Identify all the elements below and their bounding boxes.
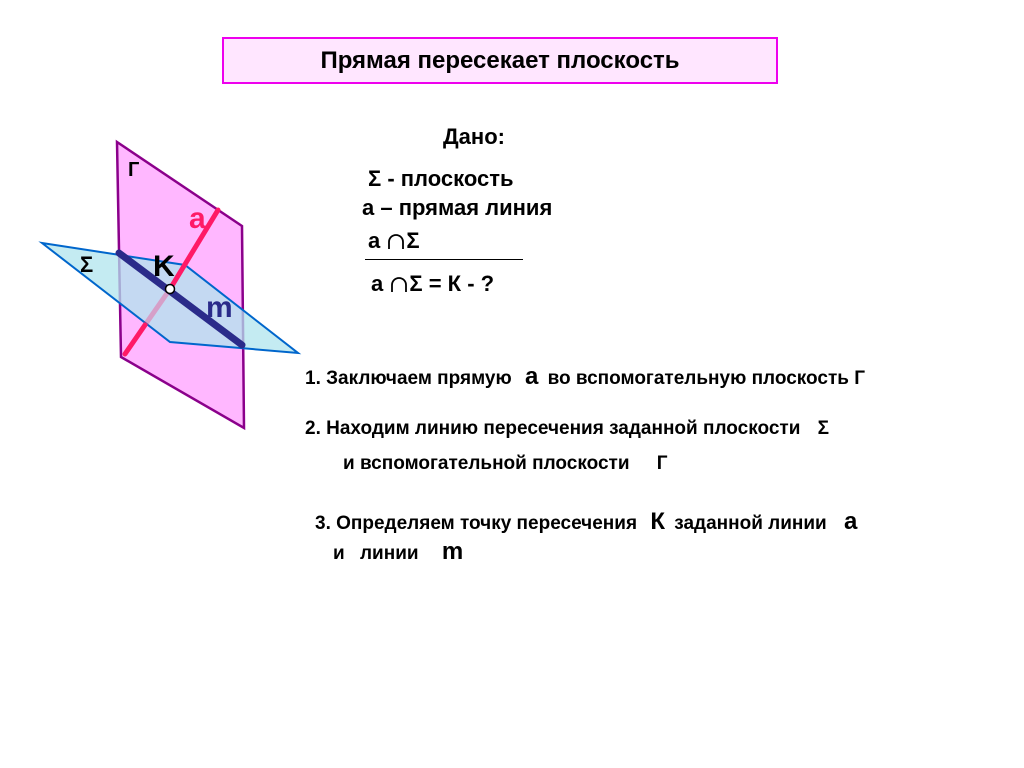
given-line-1: Σ - плоскость	[368, 166, 514, 191]
label-line-m: m	[206, 291, 233, 324]
step-1-suffix: во вспомогательную плоскость Г	[547, 368, 866, 389]
step-2-line-2	[343, 453, 668, 475]
given-conclusion	[371, 271, 494, 297]
step-2-var-gamma: Г	[656, 453, 668, 474]
step-3-line-2	[333, 538, 463, 566]
given-divider	[365, 259, 523, 260]
intersection-icon	[386, 233, 406, 251]
step-3-var-k: К	[650, 508, 665, 535]
page-title: Прямая пересекает плоскость	[320, 46, 680, 74]
step-3-text: 3. Определяем точку пересечения	[315, 513, 638, 534]
step-2-line-2-text: и вспомогательной плоскости	[343, 453, 630, 474]
given-line-2: а – прямая линия	[362, 195, 553, 220]
premise-right: Σ	[406, 228, 420, 253]
given-heading: Дано:	[443, 124, 505, 149]
step-3-line-2-middle: линии	[359, 543, 419, 564]
step-2	[305, 418, 829, 440]
label-gamma: Г	[128, 159, 140, 181]
intersection-icon	[389, 276, 409, 294]
premise-left: а	[368, 228, 381, 253]
conclusion-left: а	[371, 271, 384, 296]
label-sigma: Σ	[80, 252, 94, 277]
step-3-var-m: m	[441, 538, 464, 565]
step-3-middle: заданной линии	[674, 513, 827, 534]
step-3-line-2-prefix: и	[333, 543, 345, 564]
given-premise	[368, 228, 420, 254]
step-2-var-sigma: Σ	[817, 418, 830, 439]
step-1-var-a: а	[524, 363, 539, 390]
conclusion-right: Σ = К - ?	[409, 271, 495, 296]
step-3-var-a: а	[844, 508, 858, 535]
step-1	[305, 363, 865, 391]
step-3	[315, 508, 857, 536]
point-k	[166, 285, 175, 294]
label-point-k: K	[153, 250, 175, 283]
label-line-a: a	[189, 202, 206, 235]
step-1-text: 1. Заключаем прямую	[305, 368, 512, 389]
step-2-text: 2. Находим линию пересечения заданной плоскости	[305, 418, 801, 439]
